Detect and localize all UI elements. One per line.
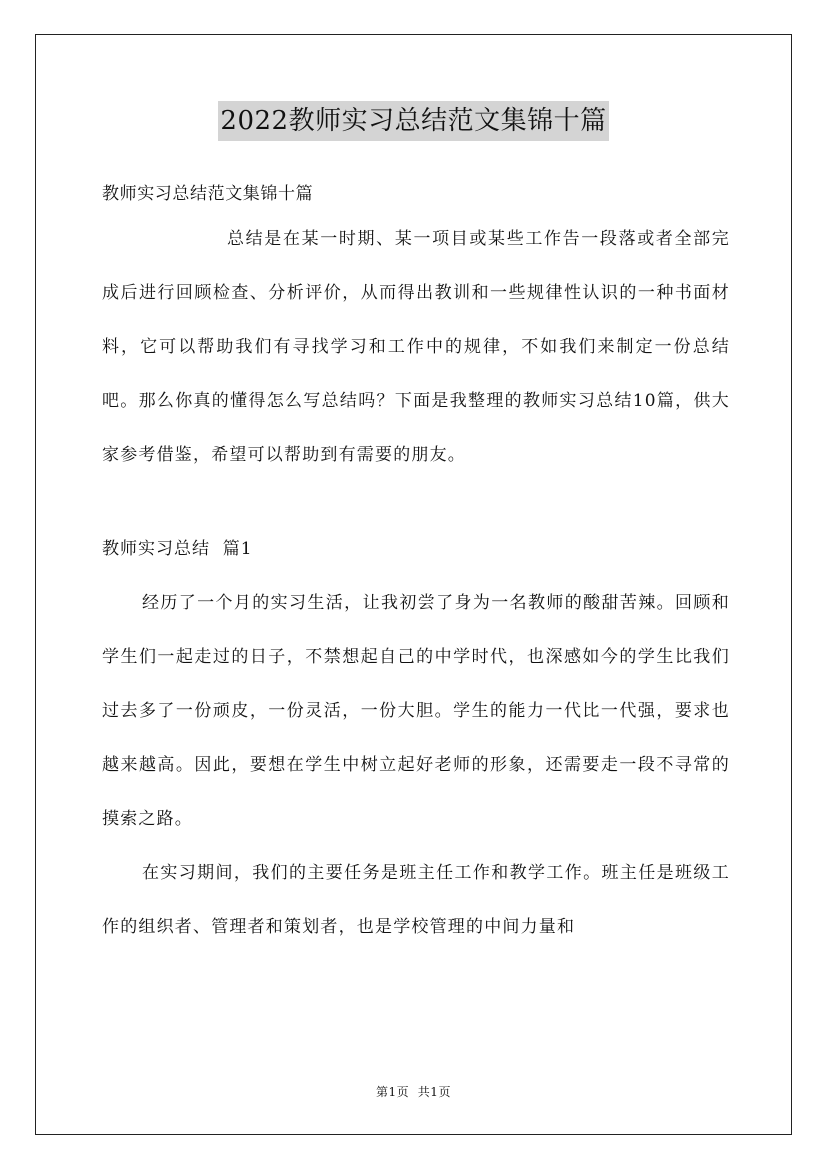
section-heading: 教师实习总结 篇1 (102, 539, 253, 559)
document-title-wrap (0, 101, 827, 141)
body-paragraph-1: 经历了一个月的实习生活，让我初尝了身为一名教师的酸甜苦辣。回顾和学生们一起走过的日子，不禁想起自己的中学时代，也深感如今的学生比我们过去多了一份顽皮，一份灵活，一份大胆。学生的能力一代比一代强，要求也越来越高。因此，要想在学生中树立起好老师的形象，还需要走一段不寻常的摸索之路。 (102, 593, 730, 829)
document-subtitle: 教师实习总结范文集锦十篇 (102, 184, 314, 204)
intro-paragraph: 总结是在某一时期、某一项目或某些工作告一段落或者全部完成后进行回顾检查、分析评价，从而得出教训和一些规律性认识的一种书面材料，它可以帮助我们有寻找学习和工作中的规律，不如我们来制定一份总结吧。那么你真的懂得怎么写总结吗？下面是我整理的教师实习总结10篇，供大家参考借鉴，希望可以帮助到有需要的朋友。 (102, 229, 730, 465)
page-number: 第1页 共1页 (376, 1085, 451, 1099)
page-footer (0, 1083, 827, 1100)
document-title: 2022教师实习总结范文集锦十篇 (218, 101, 608, 141)
document-body (102, 176, 730, 954)
body-paragraph-2: 在实习期间，我们的主要任务是班主任工作和教学工作。班主任是班级工作的组织者、管理者和策划者，也是学校管理的中间力量和 (102, 863, 730, 937)
